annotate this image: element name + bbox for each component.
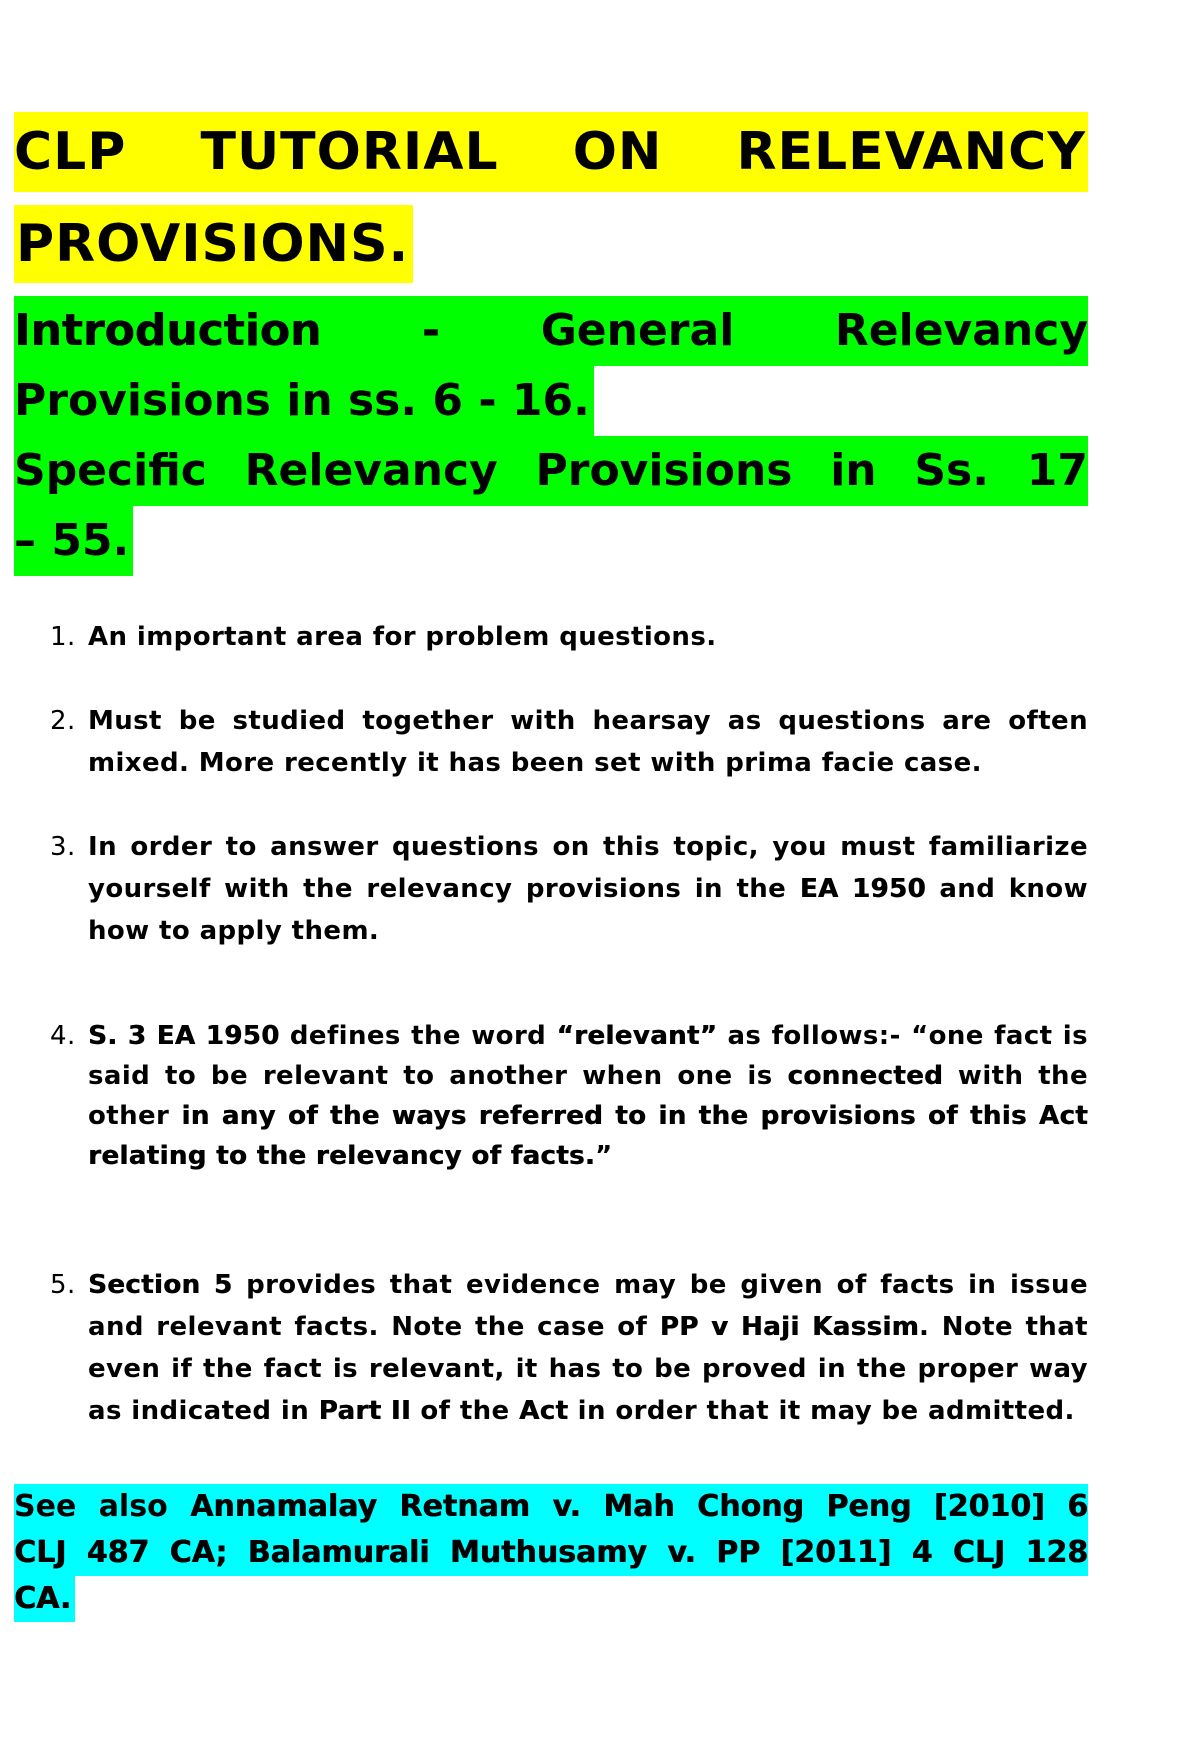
text-run: with the other bbox=[88, 1061, 1088, 1131]
document-title-line-1 bbox=[14, 112, 1088, 200]
list-item-text bbox=[88, 1016, 1088, 1176]
intro-word: Relevancy bbox=[834, 305, 1088, 356]
list-item bbox=[14, 700, 1088, 784]
see-also-line-1 bbox=[14, 1484, 1088, 1530]
intro-line-3 bbox=[14, 436, 1088, 506]
case-citation-word: 128 bbox=[1025, 1535, 1088, 1570]
case-name-word: Muthusamy bbox=[449, 1535, 647, 1570]
title-word: ON bbox=[572, 122, 663, 182]
case-citation-word: CA; bbox=[169, 1535, 228, 1570]
list-item-text: Must be studied together with hearsay as questions are often mixed. More recently it has been set with prima facie case. bbox=[88, 706, 1088, 778]
see-also-line-3 bbox=[14, 1576, 1088, 1622]
list-number: 4. bbox=[50, 1021, 76, 1051]
text-run-emphasis: Section 5 bbox=[88, 1270, 233, 1300]
case-citation-word: 487 bbox=[86, 1535, 150, 1570]
case-citation-word: CLJ bbox=[14, 1535, 67, 1570]
case-name-word: Mah bbox=[603, 1489, 675, 1524]
case-citation-word: CLJ bbox=[952, 1535, 1006, 1570]
case-name-word: Peng bbox=[826, 1489, 912, 1524]
list-number: 5. bbox=[50, 1270, 76, 1300]
title-word: RELEVANCY bbox=[736, 122, 1086, 182]
intro-word: Ss. bbox=[914, 445, 989, 496]
case-citation-word: CA. bbox=[14, 1576, 75, 1622]
text-run: as follows:- “one fact is said to be relevant to another when one is bbox=[88, 1021, 1088, 1091]
intro-line-1 bbox=[14, 296, 1088, 366]
intro-word: Relevancy bbox=[244, 445, 498, 496]
text-run: In order to answer questions on this topic, you must familiarize yourself with the relevancy provisions in the bbox=[88, 832, 1088, 904]
text-run: in order that it may be admitted. bbox=[568, 1396, 1075, 1426]
list-item-text: An important area for problem questions. bbox=[88, 622, 717, 652]
case-name-word: Balamurali bbox=[247, 1535, 430, 1570]
case-citation-word: [2010] bbox=[933, 1489, 1045, 1524]
intro-text: – 55. bbox=[14, 506, 133, 576]
text-run: ” bbox=[595, 1141, 613, 1171]
text-run: and know how to apply them. bbox=[88, 874, 1088, 946]
intro-block bbox=[14, 296, 1088, 576]
text-run-emphasis: in any of the ways referred to in the provisions of this Act relating to the relevancy of facts. bbox=[88, 1101, 1088, 1171]
text-run-emphasis: EA 1950 bbox=[799, 874, 926, 904]
title-word: PROVISIONS. bbox=[14, 205, 413, 283]
text-run-emphasis: connected bbox=[787, 1061, 944, 1091]
list-number: 2. bbox=[50, 706, 76, 736]
case-name-word: PP bbox=[716, 1535, 761, 1570]
title-highlight-row-1 bbox=[14, 112, 1088, 192]
list-item bbox=[14, 616, 1088, 658]
intro-heading-word: Introduction bbox=[14, 305, 322, 356]
see-also-block bbox=[14, 1484, 1088, 1622]
see-also-word: also bbox=[98, 1489, 168, 1524]
text-run-emphasis: Part II bbox=[318, 1396, 411, 1426]
intro-line-2 bbox=[14, 366, 1088, 436]
title-word: TUTORIAL bbox=[200, 122, 499, 182]
intro-line-4 bbox=[14, 506, 1088, 576]
list-number: 3. bbox=[50, 832, 76, 862]
text-run: defines the word bbox=[279, 1021, 557, 1051]
document-title-line-2 bbox=[14, 200, 1088, 288]
intro-word: in bbox=[830, 445, 877, 496]
text-run: of the bbox=[410, 1396, 520, 1426]
intro-word: General bbox=[540, 305, 735, 356]
intro-word: Provisions bbox=[535, 445, 793, 496]
case-citation-word: [2011] bbox=[780, 1535, 892, 1570]
intro-word: - bbox=[421, 305, 441, 356]
intro-text: Provisions in ss. 6 - 16. bbox=[14, 366, 594, 436]
numbered-list bbox=[14, 616, 1088, 1432]
title-word: CLP bbox=[14, 122, 127, 182]
see-also-line-2 bbox=[14, 1530, 1088, 1576]
list-number: 1. bbox=[50, 622, 76, 652]
text-run-emphasis: Act bbox=[519, 1396, 569, 1426]
text-run: provides that evidence may be given of facts in issue and relevant facts. Note the case of bbox=[88, 1270, 1088, 1342]
text-run: . Note that even if the fact is relevant, it has to be proved in the proper way as indicated in bbox=[88, 1312, 1088, 1426]
text-run-emphasis: PP v Haji Kassim bbox=[659, 1312, 920, 1342]
list-item-text bbox=[88, 1264, 1088, 1432]
list-item bbox=[14, 1016, 1088, 1176]
intro-word: 17 bbox=[1026, 445, 1088, 496]
case-name-word: Retnam bbox=[399, 1489, 530, 1524]
text-run-emphasis: “relevant” bbox=[556, 1021, 718, 1051]
case-citation-word: 6 bbox=[1067, 1489, 1088, 1524]
case-name-word: Annamalay bbox=[190, 1489, 377, 1524]
text-run-emphasis: S. 3 EA 1950 bbox=[88, 1021, 280, 1051]
see-also-word: See bbox=[14, 1489, 77, 1524]
case-name-word: Chong bbox=[697, 1489, 804, 1524]
case-citation-word: 4 bbox=[911, 1535, 933, 1570]
intro-word: Specific bbox=[14, 445, 207, 496]
list-item-text bbox=[88, 826, 1088, 952]
document-page bbox=[14, 112, 1088, 1622]
case-name-word: v. bbox=[667, 1535, 696, 1570]
case-name-word: v. bbox=[552, 1489, 581, 1524]
list-item bbox=[14, 1264, 1088, 1432]
list-item bbox=[14, 826, 1088, 952]
